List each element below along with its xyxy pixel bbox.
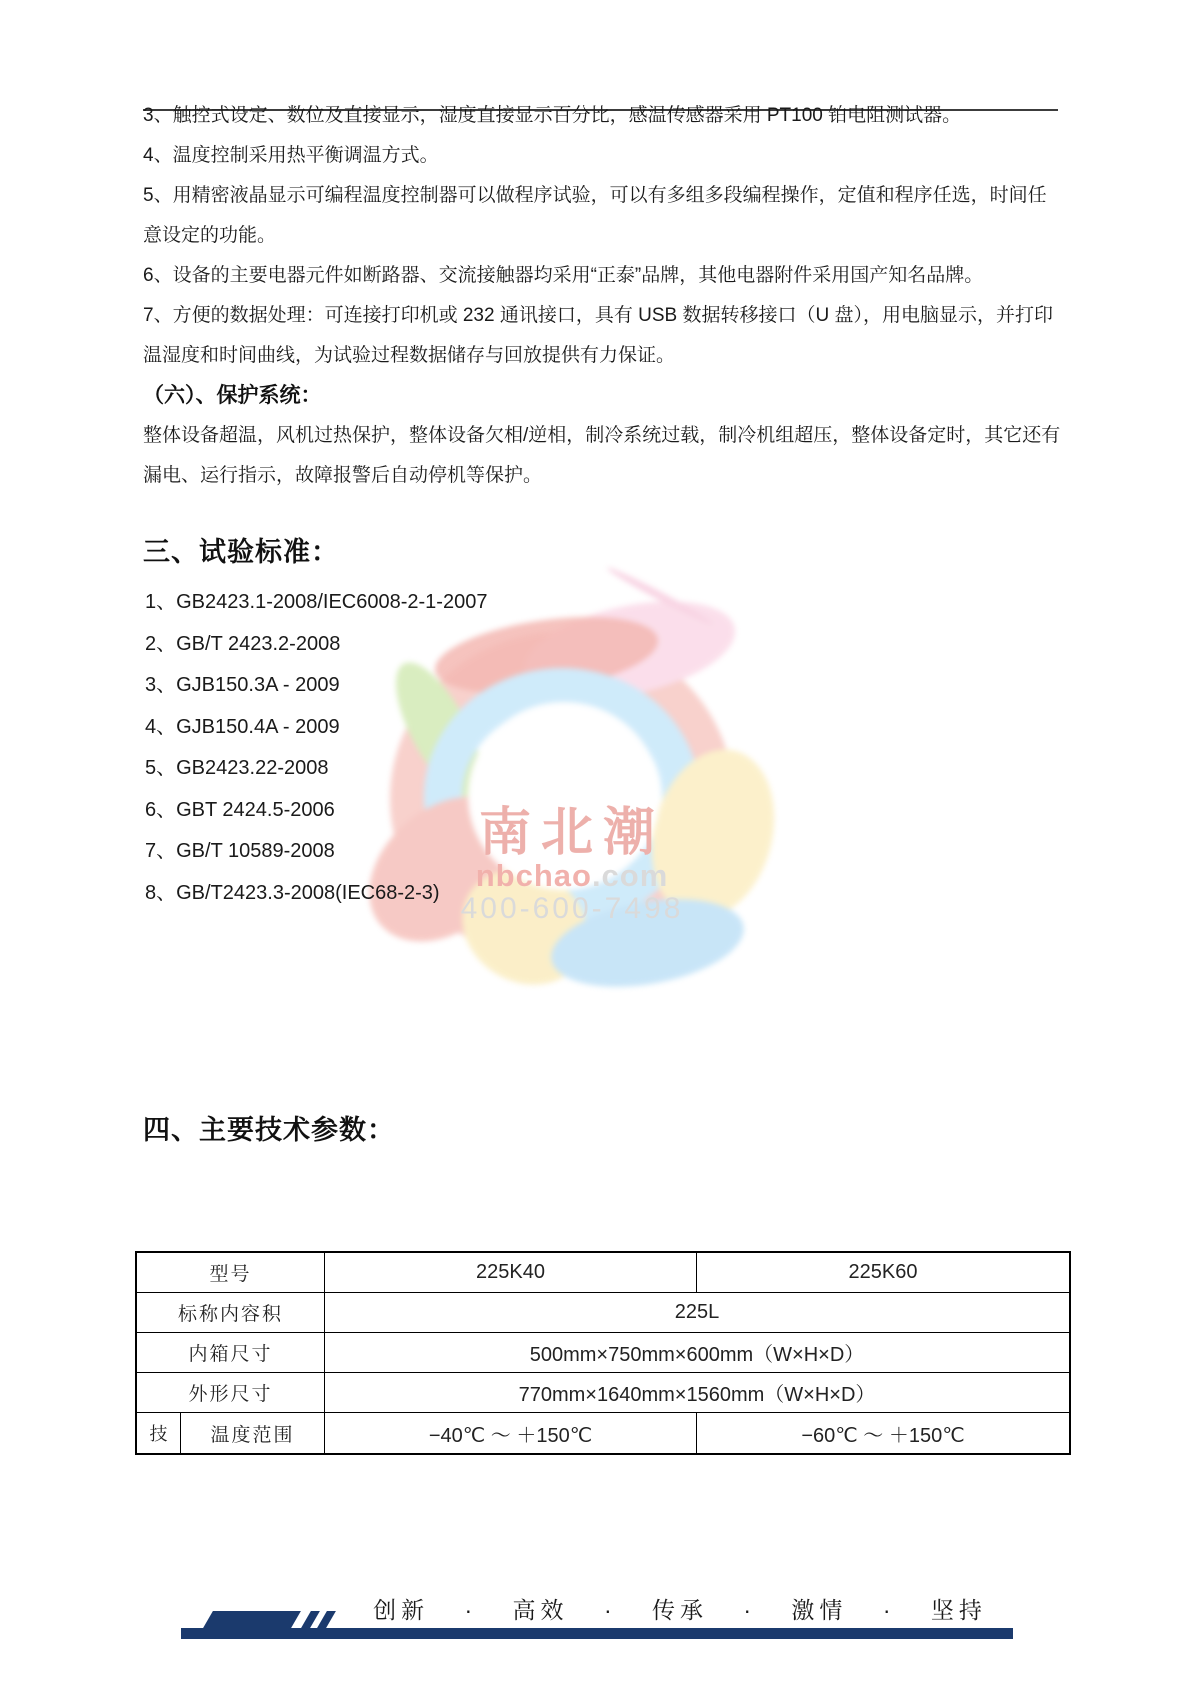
footer-bar: [181, 1628, 1013, 1639]
feature-item-3: 3、触控式设定、数位及直接显示，湿度直接显示百分比，感温传感器采用 PT100 铂电阻测试器。: [143, 105, 962, 126]
parameters-table: [135, 1251, 1071, 1455]
table-side-label: 技: [137, 1413, 181, 1453]
table-value-temp-1: −40℃ ～ ＋150℃: [325, 1413, 697, 1453]
table-label-volume: 标称内容积: [137, 1293, 325, 1333]
standards-item: 2、GB/T 2423.2-2008: [145, 632, 341, 655]
feature-item-7: 7、方便的数据处理：可连接打印机或 232 通讯接口，具有 USB 数据转移接口（U 盘），用电脑显示，并打印温湿度和时间曲线，为试验过程数据储存与回放提供有力保证。: [143, 305, 1053, 366]
standards-list: [145, 582, 487, 914]
table-value-model-2: 225K60: [697, 1253, 1069, 1293]
footer-logo-parallelogram: [203, 1611, 301, 1628]
table-value-inner-size: 500mm×750mm×600mm（W×H×D）: [325, 1333, 1069, 1373]
protection-body: 整体设备超温，风机过热保护，整体设备欠相/逆相，制冷系统过载，制冷机组超压，整体设备定时，其它还有漏电、运行指示，故障报警后自动停机等保护。: [143, 425, 1061, 486]
watermark-domain-name: nbchao: [475, 858, 592, 893]
protection-heading: （六）、保护系统：: [143, 384, 322, 407]
table-label-inner-size: 内箱尺寸: [137, 1333, 325, 1373]
standards-item: 8、GB/T2423.3-2008(IEC68-2-3): [145, 881, 440, 904]
standards-item: 3、GJB150.3A - 2009: [145, 674, 340, 696]
feature-item-6: 6、设备的主要电器元件如断路器、交流接触器均采用“正泰”品牌，其他电器附件采用国产知名品牌。: [143, 265, 984, 286]
table-label-outer-size: 外形尺寸: [137, 1373, 325, 1413]
feature-item-4: 4、温度控制采用热平衡调温方式。: [143, 145, 439, 166]
standards-item: 5、GB2423.22-2008: [145, 757, 329, 779]
table-value-volume: 225L: [325, 1293, 1069, 1333]
standards-heading: 三、试验标准：: [143, 537, 339, 567]
standards-item: 1、GB2423.1-2008/IEC6008-2-1-2007: [145, 591, 488, 613]
footer-logo-slash-icon: [317, 1611, 336, 1628]
table-value-temp-2: −60℃ ～ ＋150℃: [801, 1424, 965, 1447]
standards-item: 6、GBT 2424.5-2006: [145, 798, 335, 821]
standards-item: 7、GB/T 10589-2008: [145, 840, 335, 862]
footer-slogan: 创新 · 高效 · 传承 · 激情 · 坚持: [373, 1597, 987, 1623]
table-value-model-1: 225K40: [325, 1253, 697, 1293]
table-value-outer-size: 770mm×1640mm×1560mm（W×H×D）: [325, 1373, 1069, 1413]
parameters-heading: 四、主要技术参数：: [143, 1115, 395, 1145]
standards-item: 4、GJB150.4A - 2009: [145, 715, 340, 738]
feature-paragraphs: [143, 96, 1061, 496]
table-label-temp-range: 温度范围: [181, 1413, 325, 1453]
table-label-model: 型号: [137, 1253, 325, 1293]
watermark-domain-tld: .com: [591, 858, 669, 893]
feature-item-5: 5、用精密液晶显示可编程温度控制器可以做程序试验，可以有多组多段编程操作，定值和程序任选，时间任意设定的功能。: [143, 185, 1047, 246]
watermark-phone: 400-600-7498: [460, 892, 684, 925]
watermark-brand: 南北潮: [478, 802, 665, 863]
